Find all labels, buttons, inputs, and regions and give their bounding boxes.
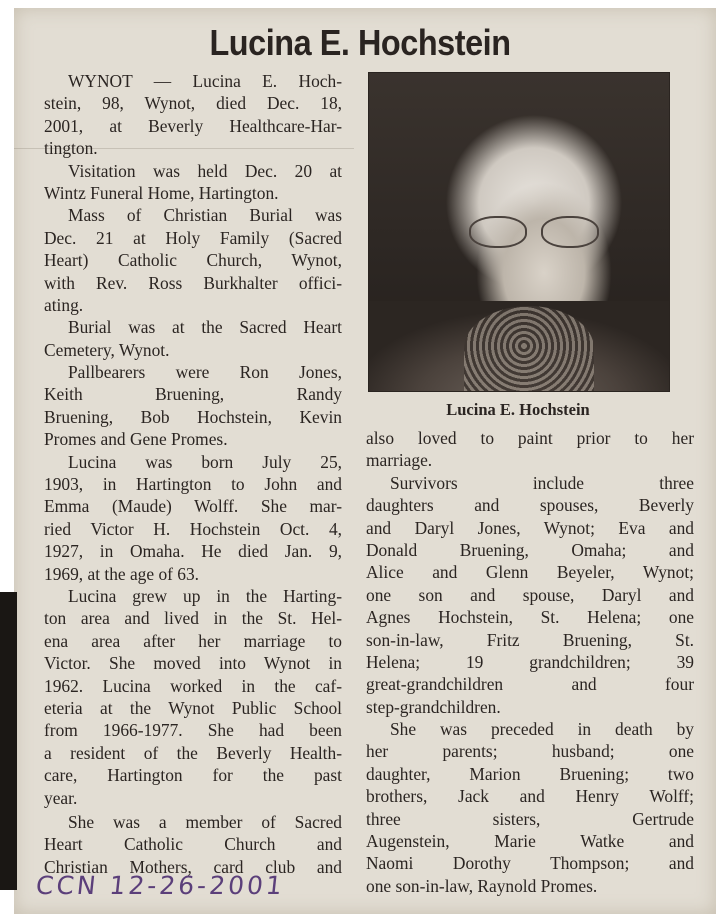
text-line: 1969, at the age of 63.: [44, 563, 200, 584]
text-line: Visitation was held Dec. 20 at: [68, 160, 342, 181]
text-line: Bruening, Bob Hochstein, Kevin: [44, 406, 342, 427]
text-line: also loved to paint prior to her: [366, 428, 694, 448]
text-line: stein, 98, Wynot, died Dec. 18,: [44, 93, 342, 114]
scan-edge-shadow: [0, 592, 17, 890]
paragraph: [366, 472, 694, 718]
text-line: daughters and spouses, Beverly: [366, 495, 694, 516]
text-line: Christian Mothers, card club and: [44, 856, 342, 877]
text-line: 1962. Lucina worked in the caf-: [44, 675, 342, 696]
paragraph: [44, 451, 342, 585]
photo-glasses: [469, 216, 599, 246]
text-line: year.: [44, 787, 78, 808]
paragraph: [44, 160, 342, 205]
text-line: ried Victor H. Hochstein Oct. 4,: [44, 518, 342, 539]
text-line: Emma (Maude) Wolff. She mar-: [44, 496, 342, 517]
text-line: one son-in-law, Raynold Promes.: [366, 875, 598, 896]
text-line: 2001, at Beverly Healthcare-Har-: [44, 115, 342, 136]
text-line: marriage.: [366, 450, 433, 471]
text-line: ton area and lived in the St. Hel-: [44, 608, 342, 629]
text-line: step-grandchildren.: [366, 696, 501, 717]
text-line: Mass of Christian Burial was: [68, 205, 342, 226]
paragraph: [44, 811, 342, 878]
text-line: son-in-law, Fritz Bruening, St.: [366, 629, 694, 650]
text-line: Cemetery, Wynot.: [44, 339, 170, 360]
right-column: [366, 427, 694, 897]
text-line: Donald Bruening, Omaha; and: [366, 539, 694, 560]
text-line: Dec. 21 at Holy Family (Sacred: [44, 227, 342, 248]
text-line: Agnes Hochstein, St. Helena; one: [366, 607, 694, 628]
text-line: Alice and Glenn Beyeler, Wynot;: [366, 562, 694, 583]
paragraph: [366, 718, 694, 897]
handwritten-date-note: CCN 12-26-2001: [34, 871, 287, 900]
text-line: Naomi Dorothy Thompson; and: [366, 853, 694, 874]
text-line: Keith Bruening, Randy: [44, 384, 342, 405]
text-line: Helena; 19 grandchildren; 39: [366, 651, 694, 672]
left-column: [44, 70, 342, 878]
text-line: Promes and Gene Promes.: [44, 429, 228, 450]
photo-scarf: [464, 306, 594, 391]
text-line: She was a member of Sacred: [68, 811, 342, 832]
text-line: her parents; husband; one: [366, 741, 694, 762]
paragraph: [44, 316, 342, 361]
text-line: Pallbearers were Ron Jones,: [68, 362, 342, 383]
text-line: brothers, Jack and Henry Wolff;: [366, 786, 694, 807]
text-line: daughter, Marion Bruening; two: [366, 763, 694, 784]
portrait-photo: [368, 72, 670, 392]
text-line: Lucina was born July 25,: [68, 451, 342, 472]
text-line: Victor. She moved into Wynot in: [44, 653, 342, 674]
text-line: three sisters, Gertrude: [366, 808, 694, 829]
text-line: She was preceded in death by: [390, 719, 694, 740]
text-line: eteria at the Wynot Public School: [44, 697, 342, 718]
text-line: tington.: [44, 138, 98, 159]
text-line: Heart Catholic Church and: [44, 834, 342, 855]
paragraph: [44, 70, 342, 160]
text-line: a resident of the Beverly Health-: [44, 742, 342, 763]
text-line: Lucina grew up in the Harting-: [68, 585, 342, 606]
text-line: great-grandchildren and four: [366, 674, 694, 695]
text-line: WYNOT — Lucina E. Hoch-: [68, 71, 342, 91]
paragraph: [44, 361, 342, 451]
text-line: 1927, in Omaha. He died Jan. 9,: [44, 541, 342, 562]
text-line: Augenstein, Marie Watke and: [366, 831, 694, 852]
text-line: one son and spouse, Daryl and: [366, 584, 694, 605]
text-line: Survivors include three: [390, 472, 694, 493]
text-line: from 1966-1977. She had been: [44, 720, 342, 741]
text-line: Wintz Funeral Home, Hartington.: [44, 182, 279, 203]
photo-caption: Lucina E. Hochstein: [446, 400, 590, 419]
text-line: 1903, in Hartington to John and: [44, 474, 342, 495]
paragraph: [366, 427, 694, 472]
text-line: ating.: [44, 294, 84, 315]
text-line: Burial was at the Sacred Heart: [68, 317, 342, 338]
text-line: Heart) Catholic Church, Wynot,: [44, 250, 342, 271]
obituary-headline: Lucina E. Hochstein: [209, 22, 511, 63]
text-line: with Rev. Ross Burkhalter offici-: [44, 272, 342, 293]
text-line: and Daryl Jones, Wynot; Eva and: [366, 517, 694, 538]
text-line: care, Hartington for the past: [44, 765, 342, 786]
text-line: ena area after her marriage to: [44, 630, 342, 651]
paragraph: [44, 204, 342, 316]
paragraph: [44, 585, 342, 809]
